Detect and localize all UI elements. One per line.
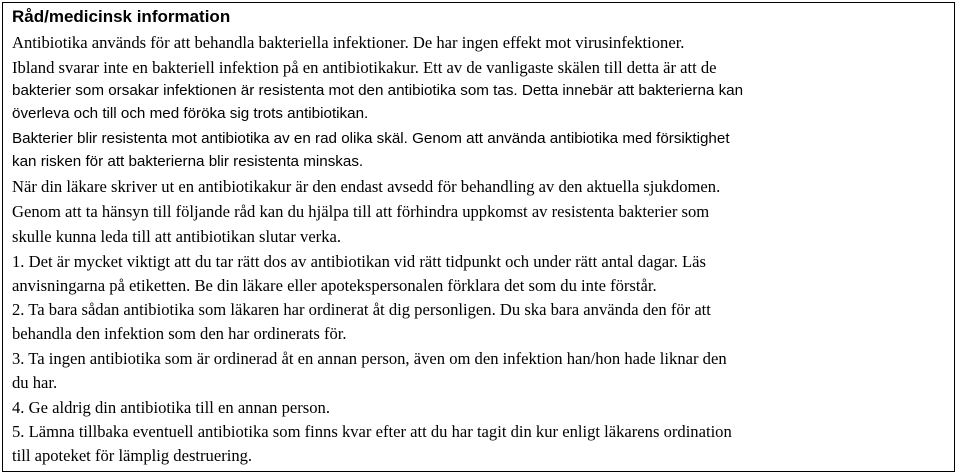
text-line: 3. Ta ingen antibiotika som är ordinerad åt en annan person, även om den infektion han/hon hade liknar den xyxy=(12,349,727,368)
text-line: kan risken för att bakterierna blir resistenta minskas. xyxy=(12,153,364,170)
text-line: du har. xyxy=(12,373,58,392)
text-line: 1. Det är mycket viktigt att du tar rätt dos av antibiotikan vid rätt tidpunkt och under rätt antal dagar. Läs xyxy=(12,252,706,271)
text-line: skulle kunna leda till att antibiotikan slutar verka. xyxy=(12,227,342,246)
text-line: behandla den infektion som den har ordinerats för. xyxy=(12,324,347,343)
text-line: 2. Ta bara sådan antibiotika som läkaren har ordinerat åt dig personligen. Du ska bara använda den för att xyxy=(12,300,711,319)
text-line: 4. Ge aldrig din antibiotika till en annan person. xyxy=(12,398,330,417)
text-line: 5. Lämna tillbaka eventuell antibiotika som finns kvar efter att du har tagit din kur enligt läkarens ordination xyxy=(12,422,732,441)
text-line: bakterier som orsakar infektionen är resistenta mot den antibiotika som tas. Detta innebär att bakterierna kan xyxy=(12,82,744,99)
text-line: Ibland svarar inte en bakteriell infektion på en antibiotikakur. Ett av de vanligaste skälen till detta är att de xyxy=(12,58,717,77)
text-line: Bakterier blir resistenta mot antibiotika av en rad olika skäl. Genom att använda antibiotika med försiktighet xyxy=(12,130,730,147)
text-line: Antibiotika används för att behandla bakteriella infektioner. De har ingen effekt mot virusinfektioner. xyxy=(12,33,685,52)
text-line: anvisningarna på etiketten. Be din läkare eller apotekspersonalen förklara det som du inte förstår. xyxy=(12,276,657,295)
page-title: Råd/medicinsk information xyxy=(12,7,231,26)
text-line: till apoteket för lämplig destruering. xyxy=(12,446,253,465)
text-line: När din läkare skriver ut en antibiotikakur är den endast avsedd för behandling av den aktuella sjukdomen. xyxy=(12,177,721,196)
text-line: överleva och till och med föröka sig trots antibiotikan. xyxy=(12,105,369,122)
text-line: Genom att ta hänsyn till följande råd kan du hjälpa till att förhindra uppkomst av resistenta bakterier som xyxy=(12,202,710,221)
